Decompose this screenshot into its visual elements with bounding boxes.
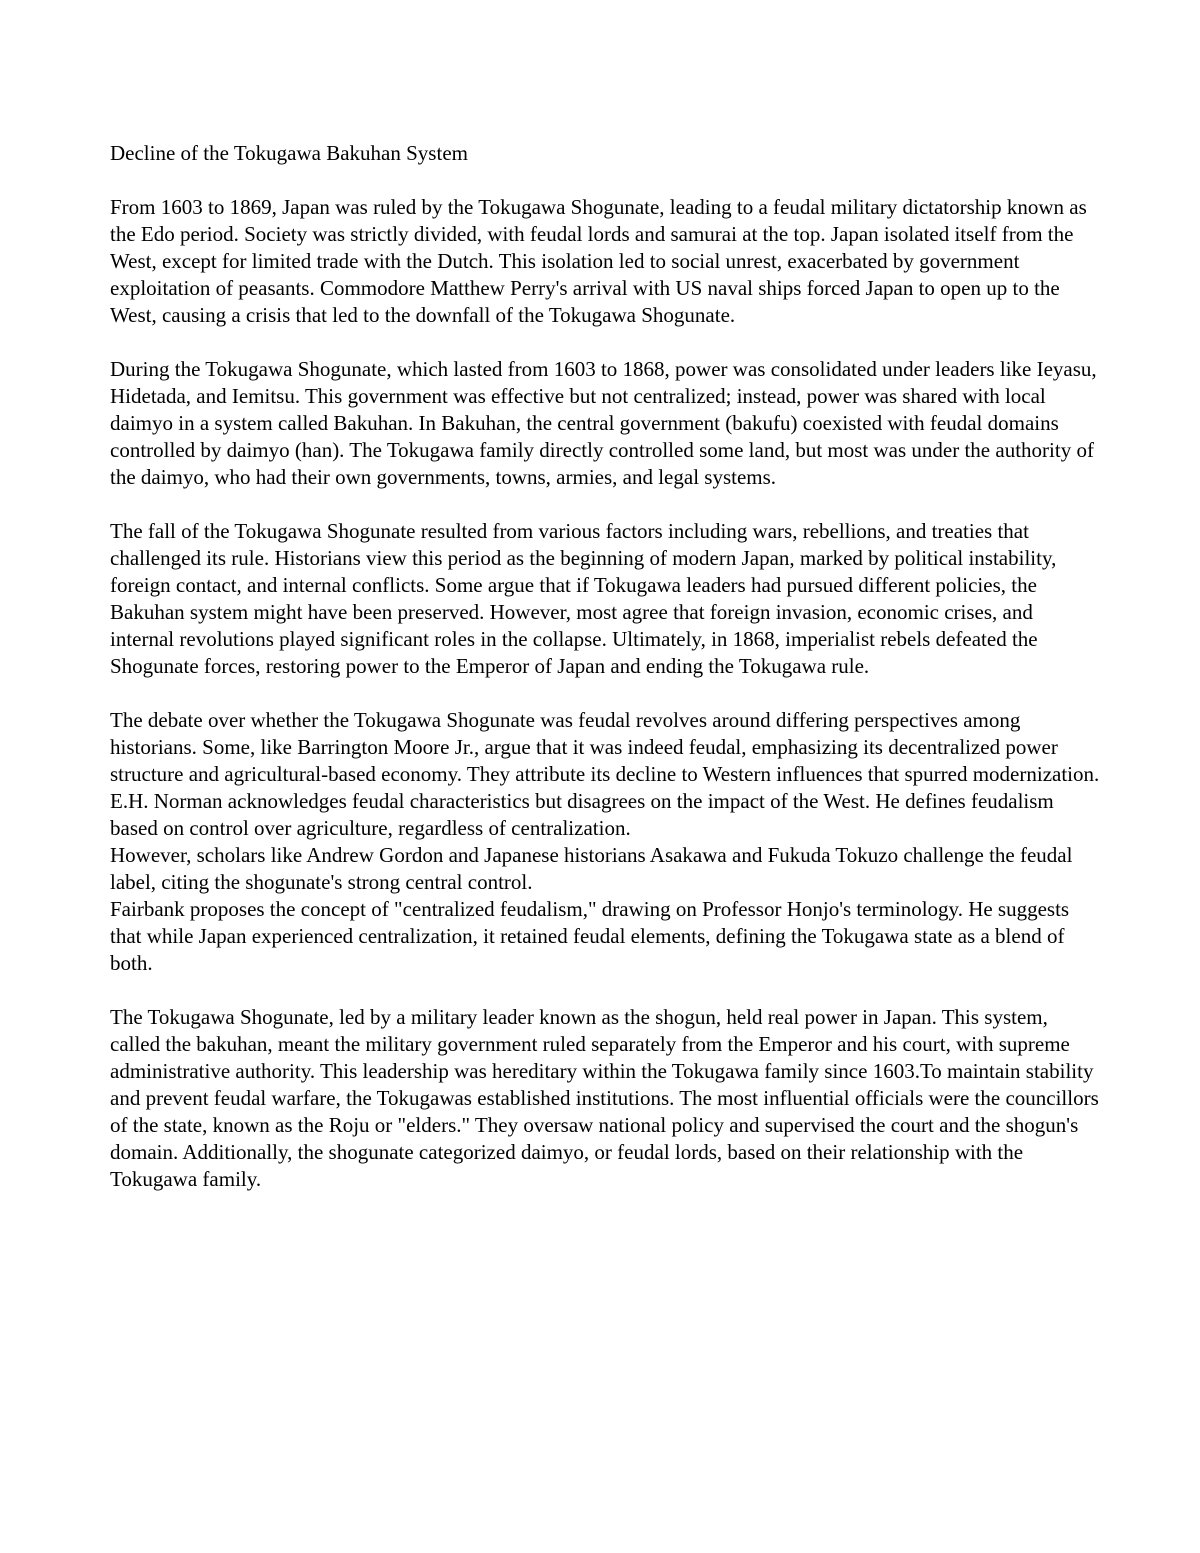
paragraph-gordon: However, scholars like Andrew Gordon and Japanese historians Asakawa and Fukuda Tokuzo challenge the feudal label, citing the shogunate's strong central control.: [110, 843, 1073, 894]
paragraph-fairbank: Fairbank proposes the concept of "centralized feudalism," drawing on Professor Honjo's terminology. He suggests that while Japan experienced centralization, it retained feudal elements, defining the Tokugawa state as a blend of both.: [110, 897, 1070, 975]
document-title: Decline of the Tokugawa Bakuhan System: [110, 141, 468, 165]
paragraph-norman: E.H. Norman acknowledges feudal characteristics but disagrees on the impact of the West. He defines feudalism based on control over agriculture, regardless of centralization.: [110, 789, 1054, 840]
document-page: [110, 140, 1100, 1220]
paragraph-shogun-power: The Tokugawa Shogunate, led by a military leader known as the shogun, held real power in Japan. This system, called the bakuhan, meant the military government ruled separately from the Emperor and his court, with supreme administrative authority. This leadership was hereditary within the Tokugawa family since 1603.To maintain stability and prevent feudal warfare, the Tokugawas established institutions. The most influential officials were the councillors of the state, known as the Roju or "elders." They oversaw national policy and supervised the court and the shogun's domain. Additionally, the shogunate categorized daimyo, or feudal lords, based on their relationship with the Tokugawa family.: [110, 1005, 1099, 1191]
paragraph-fall-of-shogunate: The fall of the Tokugawa Shogunate resulted from various factors including wars, rebellions, and treaties that challenged its rule. Historians view this period as the beginning of modern Japan, marked by political instability, foreign contact, and internal conflicts. Some argue that if Tokugawa leaders had pursued different policies, the Bakuhan system might have been preserved. However, most agree that foreign invasion, economic crises, and internal revolutions played significant roles in the collapse. Ultimately, in 1868, imperialist rebels defeated the Shogunate forces, restoring power to the Emperor of Japan and ending the Tokugawa rule.: [110, 519, 1057, 678]
paragraph-bakuhan-system: During the Tokugawa Shogunate, which lasted from 1603 to 1868, power was consolidated under leaders like Ieyasu, Hidetada, and Iemitsu. This government was effective but not centralized; instead, power was shared with local daimyo in a system called Bakuhan. In Bakuhan, the central government (bakufu) coexisted with feudal domains controlled by daimyo (han). The Tokugawa family directly controlled some land, but most was under the authority of the daimyo, who had their own governments, towns, armies, and legal systems.: [110, 357, 1097, 489]
paragraph-edo-period: From 1603 to 1869, Japan was ruled by the Tokugawa Shogunate, leading to a feudal military dictatorship known as the Edo period. Society was strictly divided, with feudal lords and samurai at the top. Japan isolated itself from the West, except for limited trade with the Dutch. This isolation led to social unrest, exacerbated by government exploitation of peasants. Commodore Matthew Perry's arrival with US naval ships forced Japan to open up to the West, causing a crisis that led to the downfall of the Tokugawa Shogunate.: [110, 195, 1087, 327]
paragraph-feudal-debate: The debate over whether the Tokugawa Shogunate was feudal revolves around differing perspectives among historians. Some, like Barrington Moore Jr., argue that it was indeed feudal, emphasizing its decentralized power structure and agricultural-based economy. They attribute its decline to Western influences that spurred modernization.: [110, 708, 1100, 786]
